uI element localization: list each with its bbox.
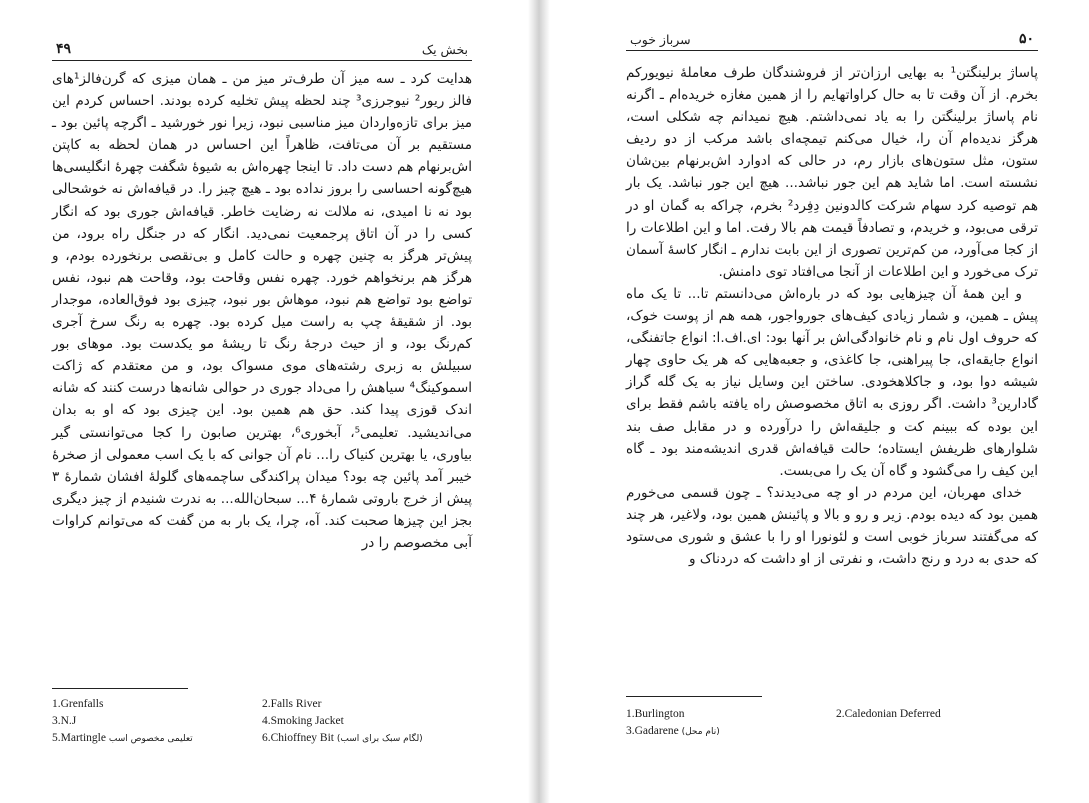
page-number: ۴۹ xyxy=(56,41,72,57)
page-number: ۵۰ xyxy=(1018,31,1034,47)
footnote xyxy=(262,730,423,748)
paragraph: خدای مهربان، این مردم در او چه می‌دیدند؟ ـ چون قسمی می‌خورم همین بود که دیده بودم. زیر و رو و بالا و پائینش همین بود، ولاغیر، هر چند که می‌گفتند سرباز خوبی است و لئونورا او را با عشق و شوری می‌ستود که حدی به درد و رنج داشت، و نفرتی از او داشت که دردناک و xyxy=(626,484,1038,568)
footnote-note: (نام محل) xyxy=(681,727,720,737)
footnote: 2.Falls River xyxy=(262,698,322,710)
footnote: 1.Grenfalls xyxy=(52,698,104,710)
footnote-row xyxy=(52,730,472,747)
footnote: 2.Caledonian Deferred xyxy=(836,708,941,720)
book-gutter xyxy=(528,0,550,803)
footnote-note: تعلیمی مخصوص اسب xyxy=(108,734,193,744)
page-header xyxy=(52,38,472,61)
footnote: 3.N.J xyxy=(52,715,77,727)
footnote-row xyxy=(626,723,1038,740)
page-header xyxy=(626,28,1038,51)
footnote-rule xyxy=(626,696,762,697)
footnote-row xyxy=(52,713,472,730)
paragraph: پاساژ برلینگتن¹ به بهایی ارزان‌تر از فروشندگان طرف معاملهٔ نیویورکم بخرم. از آن وقت تا به حال کراواتهایم را از همین مغازه خریده‌ام ـ اگرنه نام پاساژ برلینگتن را به یاد نمی‌داشتم. هیچ نمیدانم چه شکلی است، هرگز ندیده‌ام آن را، خیال می‌کنم تیمچه‌ای باشد مرکب از دو ردیف ستون، مثل ستون‌های بازار رم، در حالی که ادوارد اش‌برنهام بین‌شان نشسته است. اما شاید هم این جور نباشد... هیچ این جور نباشد. یک بار هم توصیه کرد سهام شرکت کالدونین دِفِرد² بخرم، چراکه به گمان او در ترقی می‌بود، و خریدم، و تصادفاً قیمت هم بالا رفت. اما و این اطلاعات را از کجا می‌آورد، من کم‌ترین تصوری از این بابت ندارم ـ انگار کاسهٔ آسمان ترک می‌خورد و این اطلاعات از آنجا می‌افتاد توی دامنش. xyxy=(626,65,1038,280)
footnote-term: 5.Martingle xyxy=(52,732,106,744)
footnote: 4.Smoking Jacket xyxy=(262,715,344,727)
left-page xyxy=(0,0,530,803)
body-text xyxy=(52,68,472,554)
footnotes xyxy=(626,706,1038,740)
paragraph: هدایت کرد ـ سه میز آن طرف‌تر میز من ـ همان میزی که گرن‌فالز¹های فالز ریور² نیوجرزی³ چند لحظه پیش تخلیه کرده بودند. احساس کردم این میز برای تازه‌واردان میز مناسبی نبود، زیرا نور خورشید ـ اگرچه پائین بود ـ مستقیم بر آن می‌تافت، ظاهراً این احساس در همان لحظه به کاپتن اش‌برنهام هم دست داد. تا اینجا چهره‌اش به شیوهٔ شگفت چهرهٔ انگلیسی‌ها هیچ‌گونه احساسی را بروز نداده بود ـ هیچ چیز را. در قیافه‌اش نه خوشحالی بود نه نا امیدی، نه ملالت نه رضایت خاطر. قیافه‌اش جوری بود که انگار کسی را در آن اتاق پرجمعیت نمی‌دید. انگار که در جنگل راه برود، من پیش‌تر هرگز به چنین چهره و حالت کامل و بی‌نقصی برنخورده بودم، و هرگز هم برنخواهم خورد. چهره نفس وقاحت بود، وقاحت هم نبود، نفس تواضع بود تواضع هم نبود، موهاش بور نبود، چیزی بود فوق‌العاده، موجدار بود. از شقیقهٔ چپ به راست میل کرده بود. چهره به رنگ سرخ آجری کم‌رنگ بود، و از حیث درجهٔ رنگ تا ریشهٔ مو یکدست بود. موهای بور سبیلش به زبری رشته‌های موی مسواک بود، و من معتقدم که ژاکت اسموکینگ⁴ سیاهش را می‌داد جوری در حوالی شانه‌ها درست کنند که شانه اندک قوزی پیدا کند. حق هم همین بود. این چیزی بود که او به بدان می‌اندیشید. تعلیمی⁵، آبخوری⁶، بهترین صابون را کجا می‌توانستی گیر بیاوری، یا بهترین کنیاک را... نام آن جوانی که با یک اسب معمولی از صخرهٔ خیبر آمد پائین چه بود؟ میدان پراکندگی ساچمه‌های گلولهٔ افشان شمارهٔ ۳ پیش از خرج باروتی شمارهٔ ۴... سبحان‌الله... به ندرت شنیدم از چیز دیگری بجز این چیزها صحبت کند. آه، چرا، یک بار به من گفت که می‌توانم کراوات آبی مخصوصم را در xyxy=(52,71,472,551)
footnote xyxy=(626,723,720,741)
footnote: 1.Burlington xyxy=(626,708,685,720)
footnote-term: 3.Gadarene xyxy=(626,725,679,737)
body-text xyxy=(626,62,1038,570)
running-title: بخش یک xyxy=(421,42,468,57)
footnote-rule xyxy=(52,688,188,689)
right-page xyxy=(550,0,1089,803)
footnotes xyxy=(52,696,472,747)
footnote-row xyxy=(626,706,1038,723)
footnote-row xyxy=(52,696,472,713)
footnote-term: 6.Chioffney Bit xyxy=(262,732,334,744)
running-title: سرباز خوب xyxy=(630,32,691,47)
footnote xyxy=(52,730,193,748)
footnote-note: (لگام سبک برای اسب) xyxy=(336,734,423,744)
paragraph: و این همهٔ آن چیزهایی بود که در باره‌اش می‌دانستم تا... تا یک ماه پیش ـ همین، و شمار زیادی کیف‌های جورواجور، همه هم از پوست خوک، که حروف اول نام و نام خانوادگی‌اش بر آنها بود: ای.اف.ا: انواع جاتفنگی، انواع جایقه‌ای، جا پیراهنی، جا کاغذی، و جعبه‌هایی که هر یک حاوی چهار شیشه دوا بود، و جاکلاهخودی. ساختن این وسایل نیاز به یک گله گراز گادارین³ داشت. اگر روزی به اتاق مخصوصش راه یافته باشم فقط برای این بوده که ببینم کت و جلیقه‌اش را درآورده و در مقابل صف بند شلوارهای ظریفش ایستاده؛ حالت قیافه‌اش قدری اندیشه‌مند بود ـ گاه این کیف را می‌گشود و گاه آن یک را می‌بست. xyxy=(626,285,1038,479)
